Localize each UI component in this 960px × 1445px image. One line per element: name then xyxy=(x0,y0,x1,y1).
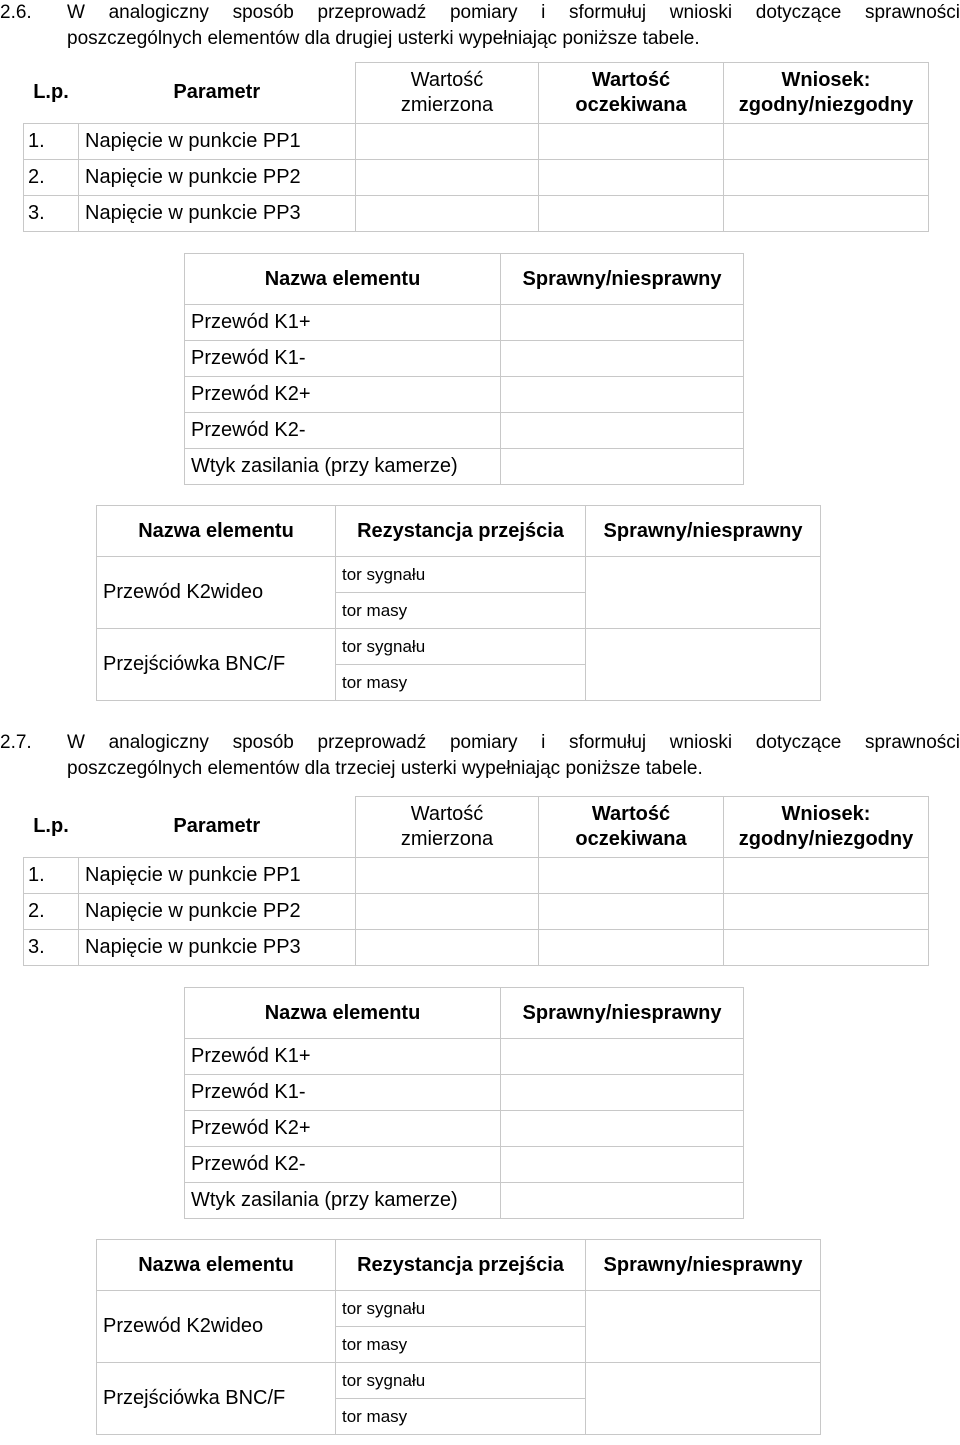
header-measured xyxy=(356,63,539,124)
header-lp: L.p. xyxy=(33,815,69,838)
header-status: Sprawny/niesprawny xyxy=(586,506,821,557)
row-lp: 1. xyxy=(24,858,79,894)
element-name: Przejściówka BNC/F xyxy=(97,1363,336,1435)
table-row xyxy=(97,1363,821,1399)
header-expected-line2: oczekiwana xyxy=(575,94,687,116)
header-conclusion xyxy=(724,797,929,858)
row-parameter: Napięcie w punkcie PP2 xyxy=(79,160,356,196)
row-parameter: Napięcie w punkcie PP3 xyxy=(79,196,356,232)
table-header-row xyxy=(97,506,821,557)
section-number: 2.6. xyxy=(0,2,32,23)
resistance-path-cell[interactable]: tor masy xyxy=(336,593,586,629)
header-conclusion-line2: zgodny/niezgodny xyxy=(738,94,914,116)
element-name: Przewód K1- xyxy=(185,1075,501,1111)
table-row xyxy=(97,629,821,665)
conclusion-cell[interactable] xyxy=(724,124,929,160)
table-row xyxy=(97,557,821,593)
measured-cell[interactable] xyxy=(356,858,539,894)
status-cell[interactable] xyxy=(501,305,744,341)
table-row xyxy=(24,160,929,196)
element-name: Przewód K2+ xyxy=(185,1111,501,1147)
header-lp: L.p. xyxy=(33,81,69,104)
table-row xyxy=(185,413,744,449)
status-cell[interactable] xyxy=(501,1111,744,1147)
table-header-row xyxy=(97,1240,821,1291)
table-row xyxy=(24,930,929,966)
header-conclusion-line2: zgodny/niezgodny xyxy=(738,828,914,850)
status-cell[interactable] xyxy=(586,629,821,701)
expected-cell[interactable] xyxy=(539,930,724,966)
conclusion-cell[interactable] xyxy=(724,858,929,894)
header-expected xyxy=(539,797,724,858)
table-row xyxy=(24,124,929,160)
table-row xyxy=(185,449,744,485)
table-header-row xyxy=(24,797,929,858)
header-status: Sprawny/niesprawny xyxy=(501,988,744,1039)
section-instruction xyxy=(67,0,960,52)
header-measured-line2: zmierzona xyxy=(400,94,494,116)
table-row xyxy=(24,196,929,232)
table-header-row xyxy=(185,254,744,305)
resistance-path-cell[interactable]: tor sygnału xyxy=(336,629,586,665)
instruction-line-2: poszczególnych elementów dla drugiej usterki wypełniając poniższe tabele. xyxy=(67,28,700,49)
status-cell[interactable] xyxy=(501,449,744,485)
status-cell[interactable] xyxy=(501,1039,744,1075)
row-lp: 1. xyxy=(24,124,79,160)
element-status-table xyxy=(184,987,744,1219)
resistance-table xyxy=(96,505,821,701)
measured-cell[interactable] xyxy=(356,124,539,160)
measured-cell[interactable] xyxy=(356,894,539,930)
status-cell[interactable] xyxy=(501,341,744,377)
expected-cell[interactable] xyxy=(539,858,724,894)
header-measured-line1: Wartość xyxy=(410,803,484,825)
element-name: Przewód K1- xyxy=(185,341,501,377)
measured-cell[interactable] xyxy=(356,930,539,966)
table-row xyxy=(185,1183,744,1219)
table-row xyxy=(185,1039,744,1075)
header-element-name: Nazwa elementu xyxy=(185,254,501,305)
conclusion-cell[interactable] xyxy=(724,196,929,232)
table-row xyxy=(185,377,744,413)
resistance-path-cell[interactable]: tor sygnału xyxy=(336,1363,586,1399)
header-status: Sprawny/niesprawny xyxy=(586,1240,821,1291)
table-row xyxy=(185,1147,744,1183)
expected-cell[interactable] xyxy=(539,196,724,232)
row-parameter: Napięcie w punkcie PP3 xyxy=(79,930,356,966)
header-parameter: Parametr xyxy=(173,815,261,838)
section-number: 2.7. xyxy=(0,732,32,753)
header-expected-line1: Wartość xyxy=(591,803,671,825)
instruction-line-1: W analogiczny sposób przeprowadź pomiary i sformułuj wnioski dotyczące sprawności xyxy=(67,2,960,23)
row-lp: 2. xyxy=(24,160,79,196)
table-row xyxy=(24,858,929,894)
header-conclusion-line1: Wniosek: xyxy=(781,803,871,825)
element-name: Wtyk zasilania (przy kamerze) xyxy=(185,449,501,485)
table-row xyxy=(185,1075,744,1111)
element-name: Przewód K2- xyxy=(185,413,501,449)
header-expected xyxy=(539,63,724,124)
table-header-row xyxy=(185,988,744,1039)
row-parameter: Napięcie w punkcie PP1 xyxy=(79,124,356,160)
resistance-path-cell[interactable]: tor masy xyxy=(336,1327,586,1363)
conclusion-cell[interactable] xyxy=(724,930,929,966)
status-cell[interactable] xyxy=(501,1075,744,1111)
element-name: Przewód K2- xyxy=(185,1147,501,1183)
resistance-table xyxy=(96,1239,821,1435)
element-status-table xyxy=(184,253,744,485)
parameter-table xyxy=(23,796,929,966)
table-row xyxy=(185,1111,744,1147)
instruction-line-1: W analogiczny sposób przeprowadź pomiary i sformułuj wnioski dotyczące sprawności xyxy=(67,732,960,753)
expected-cell[interactable] xyxy=(539,894,724,930)
header-resistance: Rezystancja przejścia xyxy=(336,506,586,557)
measured-cell[interactable] xyxy=(356,160,539,196)
status-cell[interactable] xyxy=(501,377,744,413)
expected-cell[interactable] xyxy=(539,160,724,196)
header-resistance: Rezystancja przejścia xyxy=(336,1240,586,1291)
header-conclusion-line1: Wniosek: xyxy=(781,69,871,91)
table-header-row xyxy=(24,63,929,124)
element-name: Przejściówka BNC/F xyxy=(97,629,336,701)
header-element-name: Nazwa elementu xyxy=(185,988,501,1039)
row-parameter: Napięcie w punkcie PP2 xyxy=(79,894,356,930)
section-instruction xyxy=(67,730,960,782)
element-name: Przewód K2+ xyxy=(185,377,501,413)
table-row xyxy=(97,1291,821,1327)
resistance-path-cell[interactable]: tor sygnału xyxy=(336,557,586,593)
row-lp: 2. xyxy=(24,894,79,930)
element-name: Przewód K1+ xyxy=(185,1039,501,1075)
parameter-table xyxy=(23,62,929,232)
row-lp: 3. xyxy=(24,930,79,966)
status-cell[interactable] xyxy=(501,1147,744,1183)
header-expected-line1: Wartość xyxy=(591,69,671,91)
table-row xyxy=(24,894,929,930)
status-cell[interactable] xyxy=(501,1183,744,1219)
element-name: Przewód K2wideo xyxy=(97,557,336,629)
header-element-name: Nazwa elementu xyxy=(97,506,336,557)
resistance-path-cell[interactable]: tor masy xyxy=(336,665,586,701)
status-cell[interactable] xyxy=(501,413,744,449)
element-name: Przewód K1+ xyxy=(185,305,501,341)
status-cell[interactable] xyxy=(586,1363,821,1435)
element-name: Przewód K2wideo xyxy=(97,1291,336,1363)
status-cell[interactable] xyxy=(586,1291,821,1363)
measured-cell[interactable] xyxy=(356,196,539,232)
instruction-line-2: poszczególnych elementów dla trzeciej usterki wypełniając poniższe tabele. xyxy=(67,758,703,779)
expected-cell[interactable] xyxy=(539,124,724,160)
row-parameter: Napięcie w punkcie PP1 xyxy=(79,858,356,894)
row-lp: 3. xyxy=(24,196,79,232)
header-measured-line1: Wartość xyxy=(410,69,484,91)
header-measured xyxy=(356,797,539,858)
header-parameter: Parametr xyxy=(173,81,261,104)
resistance-path-cell[interactable]: tor masy xyxy=(336,1399,586,1435)
header-status: Sprawny/niesprawny xyxy=(501,254,744,305)
element-name: Wtyk zasilania (przy kamerze) xyxy=(185,1183,501,1219)
conclusion-cell[interactable] xyxy=(724,160,929,196)
header-measured-line2: zmierzona xyxy=(400,828,494,850)
table-row xyxy=(185,341,744,377)
resistance-path-cell[interactable]: tor sygnału xyxy=(336,1291,586,1327)
header-expected-line2: oczekiwana xyxy=(575,828,687,850)
conclusion-cell[interactable] xyxy=(724,894,929,930)
status-cell[interactable] xyxy=(586,557,821,629)
header-conclusion xyxy=(724,63,929,124)
header-element-name: Nazwa elementu xyxy=(97,1240,336,1291)
table-row xyxy=(185,305,744,341)
